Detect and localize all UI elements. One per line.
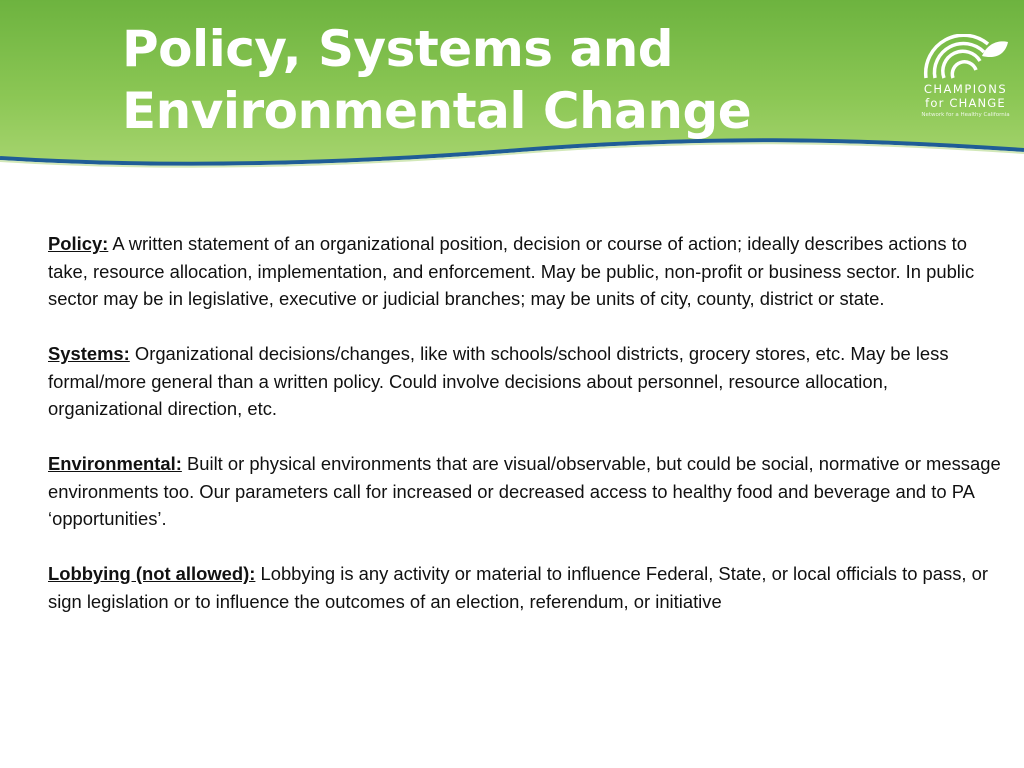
definition-term: Systems: [48, 343, 130, 364]
definition-text: Lobbying is any activity or material to influence Federal, State, or local officials to pass, or sign legislation or to influence the outcomes of an election, referendum, or initiative [48, 563, 988, 612]
champions-for-change-logo [918, 34, 1013, 126]
definition-term: Environmental: [48, 453, 182, 474]
definition-environmental [48, 450, 1003, 533]
logo-tagline: Network for a Healthy California [921, 112, 1010, 118]
definition-systems [48, 340, 1003, 423]
rainbow-arcs-leaf-icon [918, 34, 1013, 82]
definition-text: Built or physical environments that are visual/observable, but could be social, normative or message environments too. Our parameters call for increased or decreased access to healthy food and beverage and to PA ‘opportunities’. [48, 453, 1001, 529]
definition-text: Organizational decisions/changes, like with schools/school districts, grocery stores, etc. May be less formal/more general than a written policy. Could involve decisions about personnel, resource allocation, organizational direction, etc. [48, 343, 949, 419]
definition-policy [48, 230, 1003, 313]
title-line-1: Policy, Systems and [122, 20, 674, 78]
title-line-2: Environmental Change [122, 82, 752, 140]
page-title [122, 18, 751, 142]
definition-lobbying [48, 560, 1003, 615]
header-banner [0, 0, 1024, 175]
definition-term: Policy: [48, 233, 109, 254]
definition-term: Lobbying (not allowed): [48, 563, 256, 584]
logo-line-1: CHAMPIONS [923, 82, 1008, 96]
definition-text: A written statement of an organizational position, decision or course of action; ideally describes actions to take, resource allocation, implementation, and enforcement. May be public, non-profit or business sector. In public sector may be in legislative, executive or judicial branches; may be units of city, county, district or state. [48, 233, 975, 309]
definitions-body [48, 230, 1003, 643]
logo-line-2: for CHANGE [925, 96, 1006, 110]
